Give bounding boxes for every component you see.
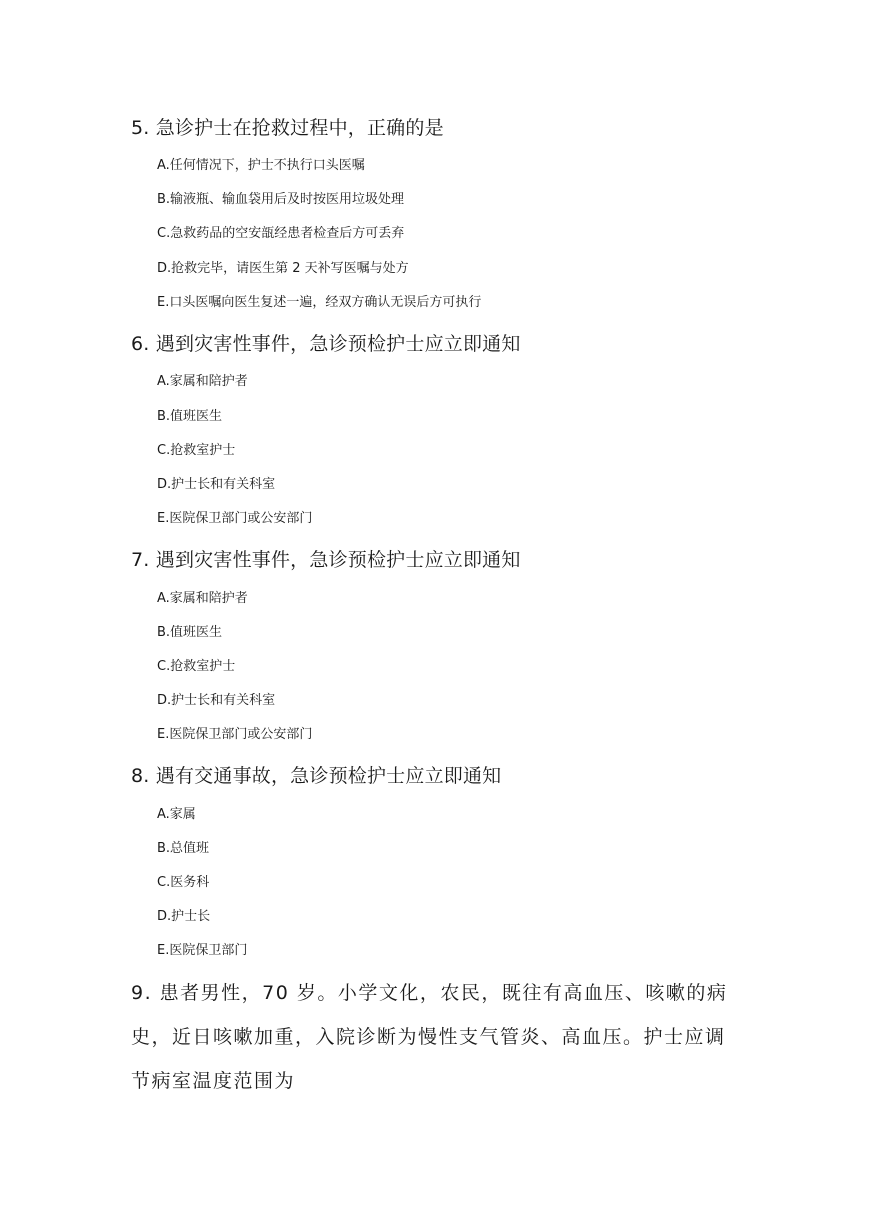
question-7-option-c: C.抢救室护士 bbox=[157, 659, 236, 674]
question-8-option-d: D.护士长 bbox=[157, 909, 211, 924]
question-8-option-c: C.医务科 bbox=[157, 875, 210, 890]
question-9-line-1: 9. 患者男性，70 岁。小学文化，农民，既往有高血压、咳嗽的病 bbox=[131, 982, 728, 1004]
question-7-option-d: D.护士长和有关科室 bbox=[157, 693, 276, 708]
question-5-option-a: A.任何情况下，护士不执行口头医嘱 bbox=[157, 158, 365, 173]
question-9-line-3: 节病室温度范围为 bbox=[131, 1070, 296, 1092]
question-5-title: 5. 急诊护士在抢救过程中，正确的是 bbox=[131, 117, 444, 139]
question-9-line-2: 史，近日咳嗽加重，入院诊断为慢性支气管炎、高血压。护士应调 bbox=[131, 1026, 726, 1048]
question-6-option-e: E.医院保卫部门或公安部门 bbox=[157, 511, 313, 526]
question-8-option-b: B.总值班 bbox=[157, 841, 210, 856]
question-6-title: 6. 遇到灾害性事件，急诊预检护士应立即通知 bbox=[131, 333, 521, 355]
question-7-option-e: E.医院保卫部门或公安部门 bbox=[157, 727, 313, 742]
question-7-title: 7. 遇到灾害性事件，急诊预检护士应立即通知 bbox=[131, 549, 521, 571]
question-6-option-c: C.抢救室护士 bbox=[157, 443, 236, 458]
question-6-option-b: B.值班医生 bbox=[157, 409, 223, 424]
question-7-option-a: A.家属和陪护者 bbox=[157, 591, 248, 606]
question-8-option-e: E.医院保卫部门 bbox=[157, 943, 248, 958]
question-5-option-b: B.输液瓶、输血袋用后及时按医用垃圾处理 bbox=[157, 192, 405, 207]
question-5-option-c: C.急救药品的空安瓿经患者检查后方可丢弃 bbox=[157, 226, 405, 241]
question-5-option-d: D.抢救完毕，请医生第 2 天补写医嘱与处方 bbox=[157, 261, 409, 276]
question-5-option-e: E.口头医嘱向医生复述一遍，经双方确认无误后方可执行 bbox=[157, 295, 482, 310]
question-7-option-b: B.值班医生 bbox=[157, 625, 223, 640]
question-6-option-a: A.家属和陪护者 bbox=[157, 374, 248, 389]
question-8-title: 8. 遇有交通事故，急诊预检护士应立即通知 bbox=[131, 765, 502, 787]
question-8-option-a: A.家属 bbox=[157, 807, 196, 822]
question-6-option-d: D.护士长和有关科室 bbox=[157, 477, 276, 492]
